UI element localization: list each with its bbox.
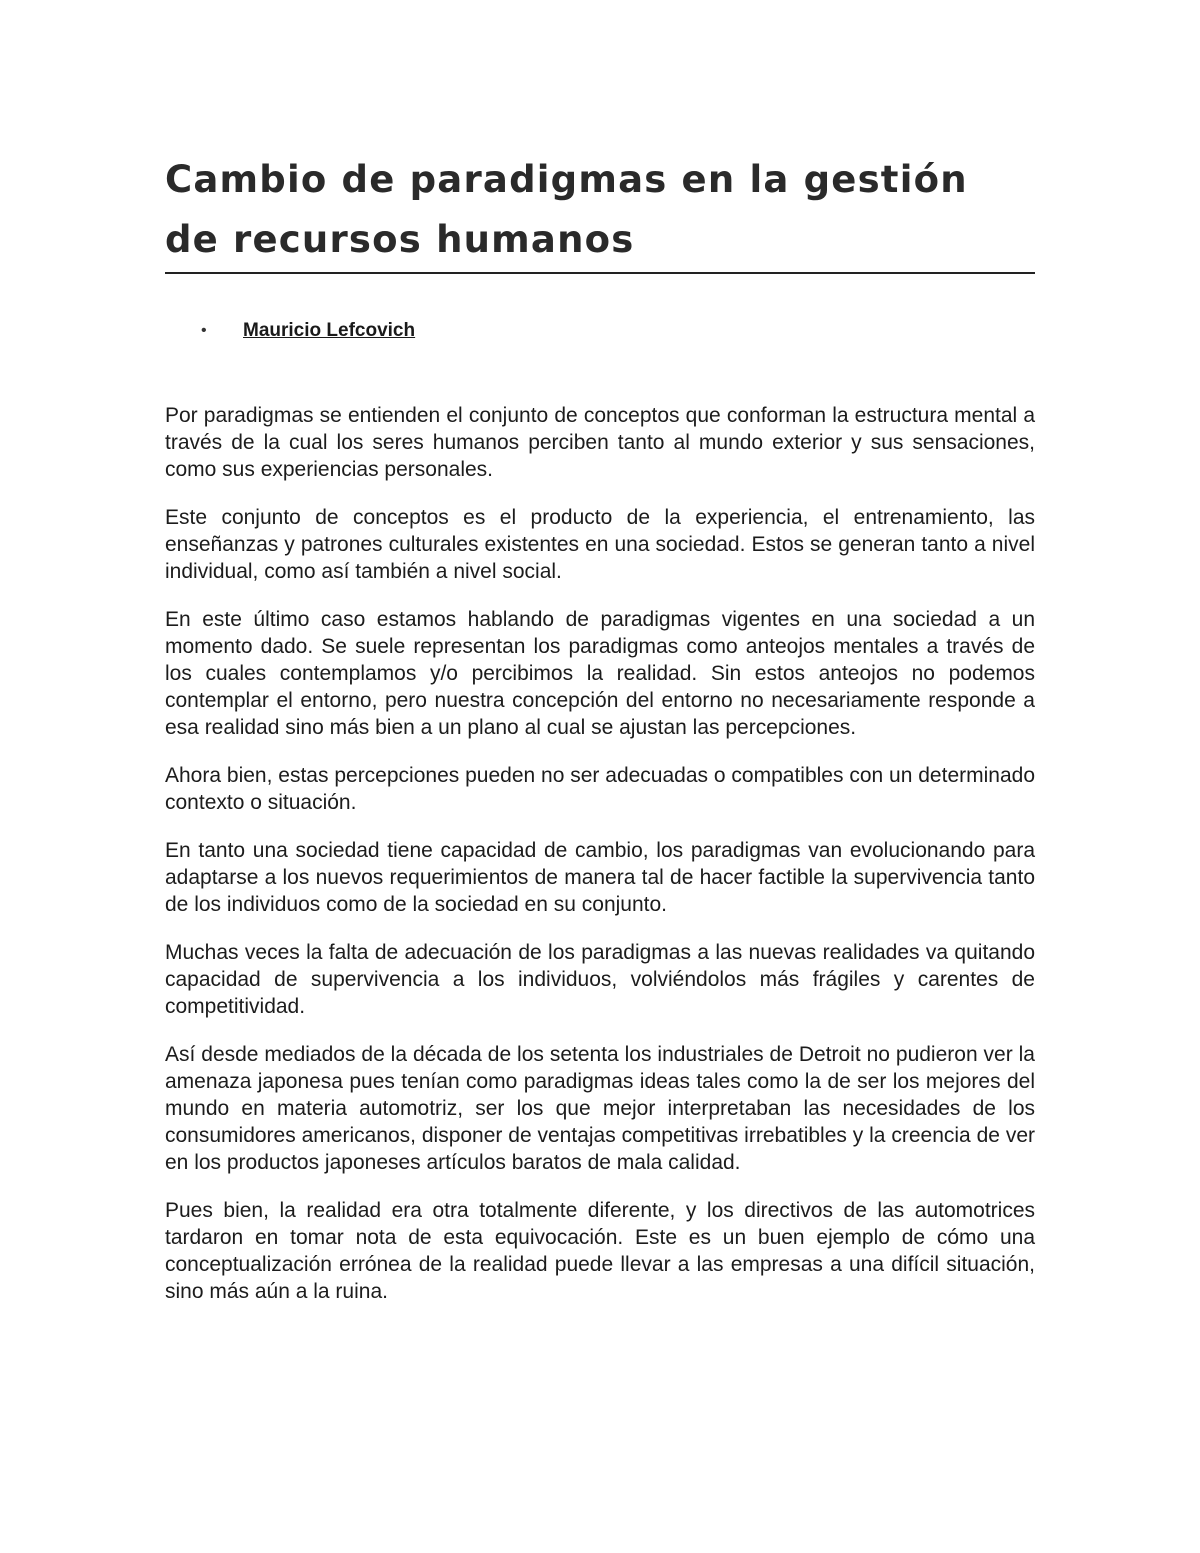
paragraph-5: En tanto una sociedad tiene capacidad de cambio, los paradigmas van evolucionando para adaptarse a los nuevos requerimientos de manera tal de hacer factible la supervivencia tanto de los individuos como de la sociedad en su conjunto. [165, 839, 1035, 916]
author-list [165, 318, 1035, 344]
paragraph-6: Muchas veces la falta de adecuación de los paradigmas a las nuevas realidades va quitando capacidad de supervivencia a los individuos, volviéndolos más frágiles y carentes de competitividad. [165, 941, 1035, 1018]
paragraph-1: Por paradigmas se entienden el conjunto de conceptos que conforman la estructura mental a través de la cual los seres humanos perciben tanto al mundo exterior y sus sensaciones, como sus experiencias personales. [165, 404, 1035, 481]
document-title: Cambio de paradigmas en la gestión de recursos humanos [165, 150, 1035, 274]
document-body [165, 402, 1035, 1305]
document-page [165, 150, 1035, 1326]
paragraph-4: Ahora bien, estas percepciones pueden no ser adecuadas o compatibles con un determinado contexto o situación. [165, 764, 1035, 814]
paragraph-2: Este conjunto de conceptos es el producto de la experiencia, el entrenamiento, las enseñanzas y patrones culturales existentes en una sociedad. Estos se generan tanto a nivel individual, como así también a nivel social. [165, 506, 1035, 583]
author-link[interactable]: Mauricio Lefcovich [243, 320, 416, 341]
bullet-icon: • [201, 322, 207, 339]
author-list-item [165, 318, 1035, 344]
paragraph-3: En este último caso estamos hablando de paradigmas vigentes en una sociedad a un momento dado. Se suele representan los paradigmas como anteojos mentales a través de los cuales contemplamos y/o percibimos la realidad. Sin estos anteojos no podemos contemplar el entorno, pero nuestra concepción del entorno no necesariamente responde a esa realidad sino más bien a un plano al cual se ajustan las percepciones. [165, 608, 1035, 739]
paragraph-7: Así desde mediados de la década de los setenta los industriales de Detroit no pudieron ver la amenaza japonesa pues tenían como paradigmas ideas tales como la de ser los mejores del mundo en materia automotriz, ser los que mejor interpretaban las necesidades de los consumidores americanos, disponer de ventajas competitivas irrebatibles y la creencia de ver en los productos japoneses artículos baratos de mala calidad. [165, 1043, 1035, 1174]
paragraph-8: Pues bien, la realidad era otra totalmente diferente, y los directivos de las automotrices tardaron en tomar nota de esta equivocación. Este es un buen ejemplo de cómo una conceptualización errónea de la realidad puede llevar a las empresas a una difícil situación, sino más aún a la ruina. [165, 1199, 1035, 1303]
